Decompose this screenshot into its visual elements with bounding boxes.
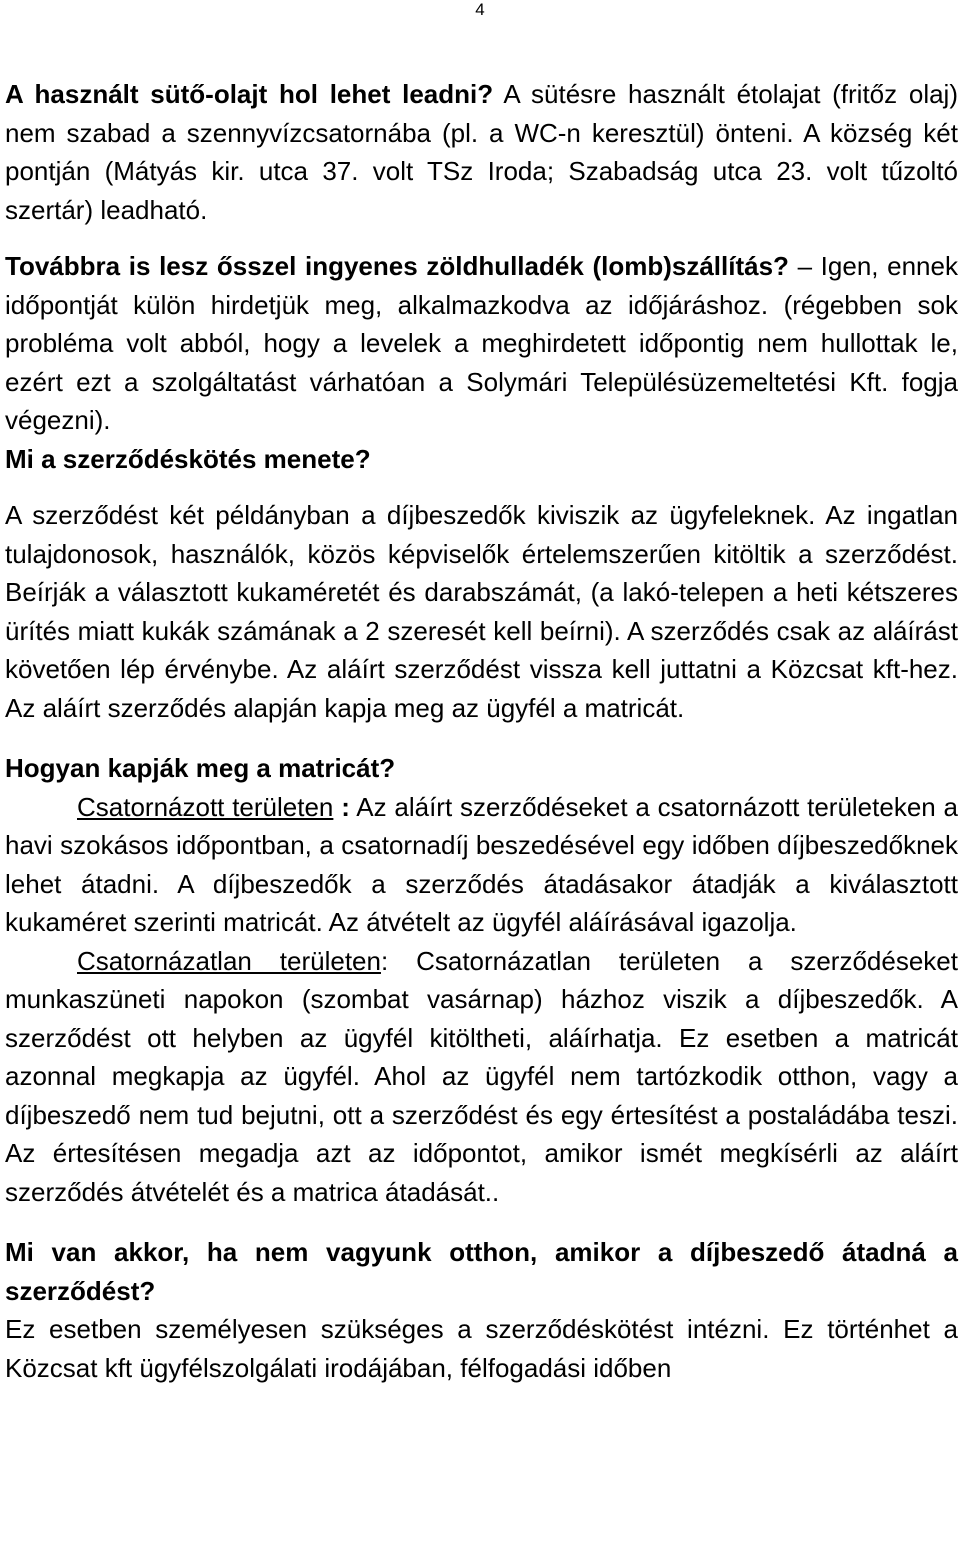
unsewered-label: Csatornázatlan területen [77, 945, 381, 976]
sticker-question: Hogyan kapják meg a matricát? [5, 753, 396, 783]
sewered-text: Az aláírt szerződéseket a csatornázott területeken a havi szokásos időpontban, a csatornadíj beszedésével egy időben díjbeszedőknek lehet átadni. A díjbeszedők a szerződés átadásakor átadják a kiválasztott kukaméret szerinti matricát. Az átvételt az ügyfél aláírásával igazolja. [5, 791, 959, 937]
green-waste-question: Továbbra is lesz ősszel ingyenes zöldhulladék (lomb)szállítás? [5, 251, 789, 281]
sewered-label: Csatornázott területen [77, 791, 334, 822]
document-body [5, 75, 958, 1387]
contract-answer: A szerződést két példányban a díjbeszedők kiviszik az ügyfeleknek. Az ingatlan tulajdonosok, használók, közös képviselők értelemszerűen kitöltik a szerződést. Beírják a választott kukaméretét és darabszámát, (a lakó-telepen a heti kétszeres ürítés miatt kukák számának a 2 szeresét kell beírni). A szerződés csak az aláírást követően lép érvénybe. Az aláírt szerződést vissza kell juttatni a Közcsat kft-hez. Az aláírt szerződés alapján kapja meg az ügyfél a matricát. [5, 500, 958, 723]
contract-question: Mi a szerződéskötés menete? [5, 443, 371, 474]
oil-question: A használt sütő-olajt hol lehet leadni? [5, 79, 494, 109]
oil-answer: A sütésre használt étolajat (fritőz olaj) nem szabad a szennyvízcsatornába (pl. a WC-n keresztül) önteni. A község két pontján (Mátyás kir. utca 37. volt TSz Iroda; Szabadság utca 23. volt tűzoltó szertár) leadható. [5, 79, 958, 225]
contract-heading [5, 440, 958, 479]
sticker-heading [5, 749, 958, 788]
green-waste-answer: – Igen, ennek időpontját külön hirdetjük meg, alkalmazkodva az időjáráshoz. (régebben sok probléma volt abból, hogy a levelek a meghirdetett időpontig nem hullottak le, ezért ezt a szolgáltatást várhatóan a Solymári Településüzemeltetési Kft. fogja végezni). [5, 251, 958, 435]
sewered-paragraph [5, 788, 958, 942]
not-home-answer: Ez esetben személyesen szükséges a szerződéskötést intézni. Ez történhet a Közcsat kft ügyfélszolgálati irodájában, félfogadási időben [5, 1314, 958, 1383]
green-waste-paragraph [5, 247, 958, 440]
unsewered-text: : Csatornázatlan területen a szerződéseket munkaszüneti napokon (szombat vasárnap) házhoz viszik a díjbeszedők. A szerződést ott helyben az ügyfél kitöltheti, aláírhatja. Ez esetben a matricát azonnal megkapja az ügyfél. Ahol az ügyfél nem tartózkodik otthon, vagy a díjbeszedő nem tud bejutni, ott a szerződést és egy értesítést a postaládába teszi. Az értesítésen megadja azt az időpontot, amikor ismét megkísérli az aláírt szerződés átvételét és a matrica átadását.. [5, 945, 958, 1207]
sewered-colon: : [333, 791, 350, 822]
not-home-question: Mi van akkor, ha nem vagyunk otthon, amikor a díjbeszedő átadná a szerződést? [5, 1237, 958, 1306]
oil-paragraph [5, 75, 958, 229]
page-number: 4 [475, 0, 485, 19]
unsewered-paragraph [5, 942, 958, 1212]
not-home-heading [5, 1233, 958, 1310]
